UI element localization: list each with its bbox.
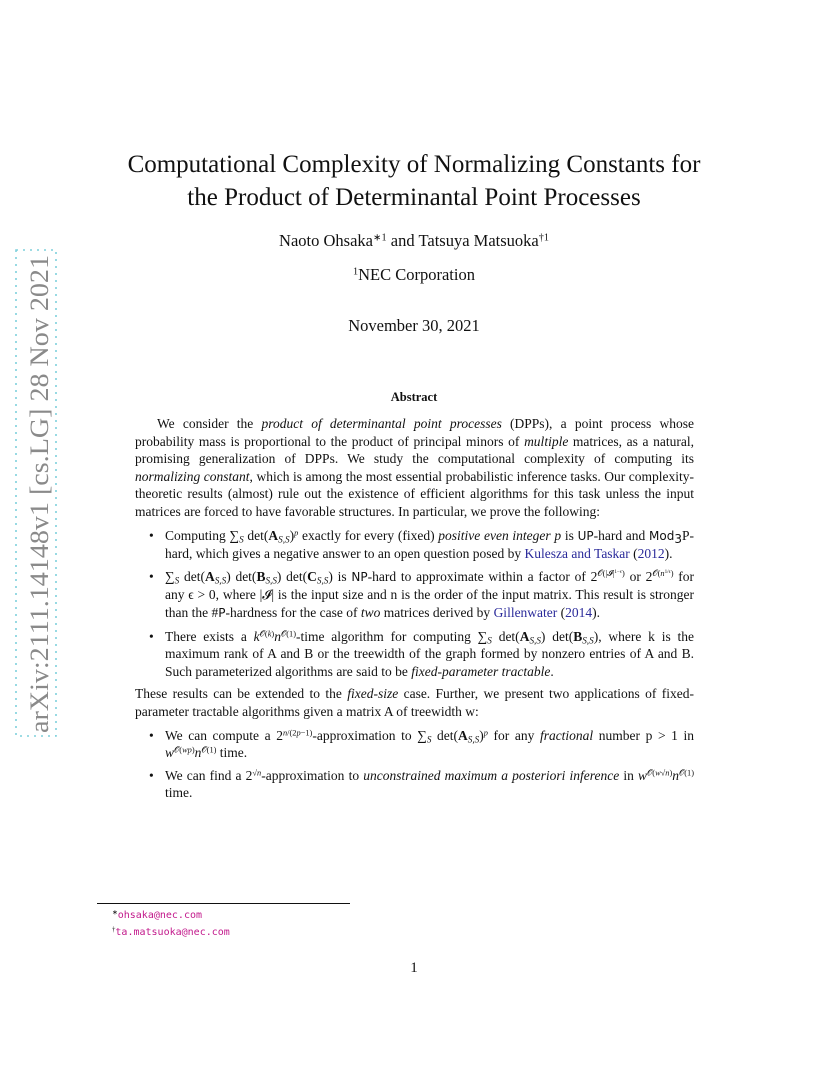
text-run: number p > 1 in [593,727,694,743]
list-item [165,727,694,762]
text-run: fractional [539,727,594,743]
text-run: We can compute a [165,727,277,743]
text-run: exactly for every (fixed) [298,527,439,543]
text-run: -approximation to [261,767,364,783]
text-run: two [360,604,381,620]
math: $\sum_S$ $\det(A_{S,S})$ $\det(B_{S,S})$ $\det(C_{S,S})$ [165,568,333,586]
text-run: is [332,568,352,584]
text-run: in [619,767,638,783]
list-item: • Computing $\sum_S$ $\det(A_{S,S})^p$ exactly for every (fixed) positive even integer p is UP-hard and Mod$_3$P-hard, which gives a negative answer to an open question posed by Kulesza and Taskar (2012). [165,527,694,563]
math: $2^{𝒪(n^{1/\epsilon})}$ [645,568,674,584]
text-run: is [561,527,578,543]
math: $\sum_S$ $\det(A_{S,S})^p$ [229,527,299,544]
math: $2^{n/(2p-1)}$ [276,727,313,743]
title-line-2: the Product of Determinantal Point Processes [187,184,641,211]
email-link[interactable]: ohsaka@nec.com [117,910,203,921]
abstract-heading: Abstract [390,390,438,404]
footnote-mark: † [112,926,116,934]
text-run: -time algorithm for computing [295,628,478,644]
author-mark: †1 [538,232,549,244]
text-run: fixed-size [347,686,399,702]
text-run: -hard and [593,527,649,543]
arxiv-stamp-text: arXiv:2111.14148v1 [cs.LG] 28 Nov 2021 [24,281,54,733]
footnote [112,907,230,924]
text-run: case. Further, we present two applications of fixed-parameter tractable algorithms given a matrix A of treewidth w: [135,686,694,719]
math: $2^{√n}$ [245,767,262,783]
application-list [135,727,694,802]
page-number: 1 [410,960,418,976]
text-run: ( [557,604,566,620]
footnote-rule [97,903,350,904]
title-line-1: Computational Complexity of Normalizing Constants for [127,151,701,178]
text-run: fixed-parameter tractable [411,663,551,679]
author-list [0,231,828,251]
text-run: . [550,663,554,679]
text-run: We consider the [157,416,262,431]
math: $w^{𝒪(wp)}n^{𝒪(1)}$ [165,745,217,761]
math: $\sum_S$ $\det(A_{S,S})$ $\det(B_{S,S})$ [477,628,599,645]
citation-year-link[interactable]: 2012 [637,546,665,562]
text-run: product of determinantal point processes [261,416,502,431]
complexity-class: NP [351,569,368,584]
text-run: for any [487,727,540,743]
text-run: Computing [165,527,230,543]
text-run: -approximation to [312,727,418,743]
author-name: Naoto Ohsaka [279,231,373,250]
text-run: -hardness for the case of [225,604,361,620]
abstract-paragraph [135,415,694,521]
text-run: , which is among the most essential probabilistic inference tasks. Our complexity-theoretic results (almost) rule out the existence of efficient algorithms for this task unless the input matrices are forced to have favorable structures. In particular, we prove the following: [135,468,694,519]
text-run: multiple [524,433,569,449]
complexity-class: UP [577,528,594,543]
footnote-mark: ∗ [112,909,118,917]
math: $k^{𝒪(k)}n^{𝒪(1)}$ [253,628,296,644]
text-run: These results can be extended to the [135,686,348,702]
author-name: Tatsuya Matsuoka [418,231,539,250]
text-run: We can find a [165,767,246,783]
text-run: normalizing constant [135,468,250,484]
text-run: matrices, as a natural, promising generalization of DPPs. We study the computational complexity of computing its [135,433,695,467]
paper-date: November 30, 2021 [348,316,480,335]
email-link[interactable]: ta.matsuoka@nec.com [115,927,230,938]
text-run: matrices derived by [380,604,494,620]
text-run: for any ϵ > 0, where |𝓘| is the input size and n is the order of the input matrix. This result is stronger than the # [165,568,694,620]
math: $2^{𝒪(|𝓘|^{1-\epsilon})}$ [590,568,625,584]
text-run: P-hard, which gives a negative answer to an open question posed by [165,527,694,562]
citation-link[interactable]: Gillenwater [493,604,558,620]
citation-year-link[interactable]: 2014 [565,604,593,620]
affiliation-mark: 1 [353,266,359,278]
text-run: ( [629,546,638,562]
math: $\sum_S$ $\det(A_{S,S})^p$ [417,727,488,744]
text-run: (DPPs), a point process whose probability mass is proportional to the product of principal minors of [135,416,694,449]
affiliation-name: NEC Corporation [358,265,475,284]
author-conjunction: and [386,231,419,250]
text-run: , where k is the maximum rank of A and B or the treewidth of the graph formed by nonzero entries of A and B. Such parameterized algorithms are said to be [165,628,695,679]
text-run: unconstrained maximum a posteriori inference [363,767,620,783]
text-run: There exists a [165,628,254,644]
complexity-class: Mod [649,528,675,543]
list-item [165,628,694,681]
paper-title [0,148,828,214]
text-run: time. [165,785,193,801]
result-list [135,527,694,681]
footnotes [112,907,230,941]
affiliation [0,265,828,285]
text-run: positive even integer p [438,527,562,543]
abstract-paragraph [135,685,694,720]
text-run: ). [664,546,673,562]
text-run: or [624,568,646,584]
citation-link[interactable]: Kulesza and Taskar [524,546,630,562]
abstract-body [135,415,694,807]
text-run: -hard to approximate within a factor of [367,568,591,584]
math: $w^{𝒪(w√n)}n^{𝒪(1)}$ [638,767,694,783]
list-item [165,767,694,802]
footnote [112,924,230,941]
list-item [165,568,694,623]
author-mark: ∗1 [372,232,387,244]
text-run: time. [216,745,248,761]
complexity-class: P [218,605,226,620]
text-run: ). [592,604,601,620]
